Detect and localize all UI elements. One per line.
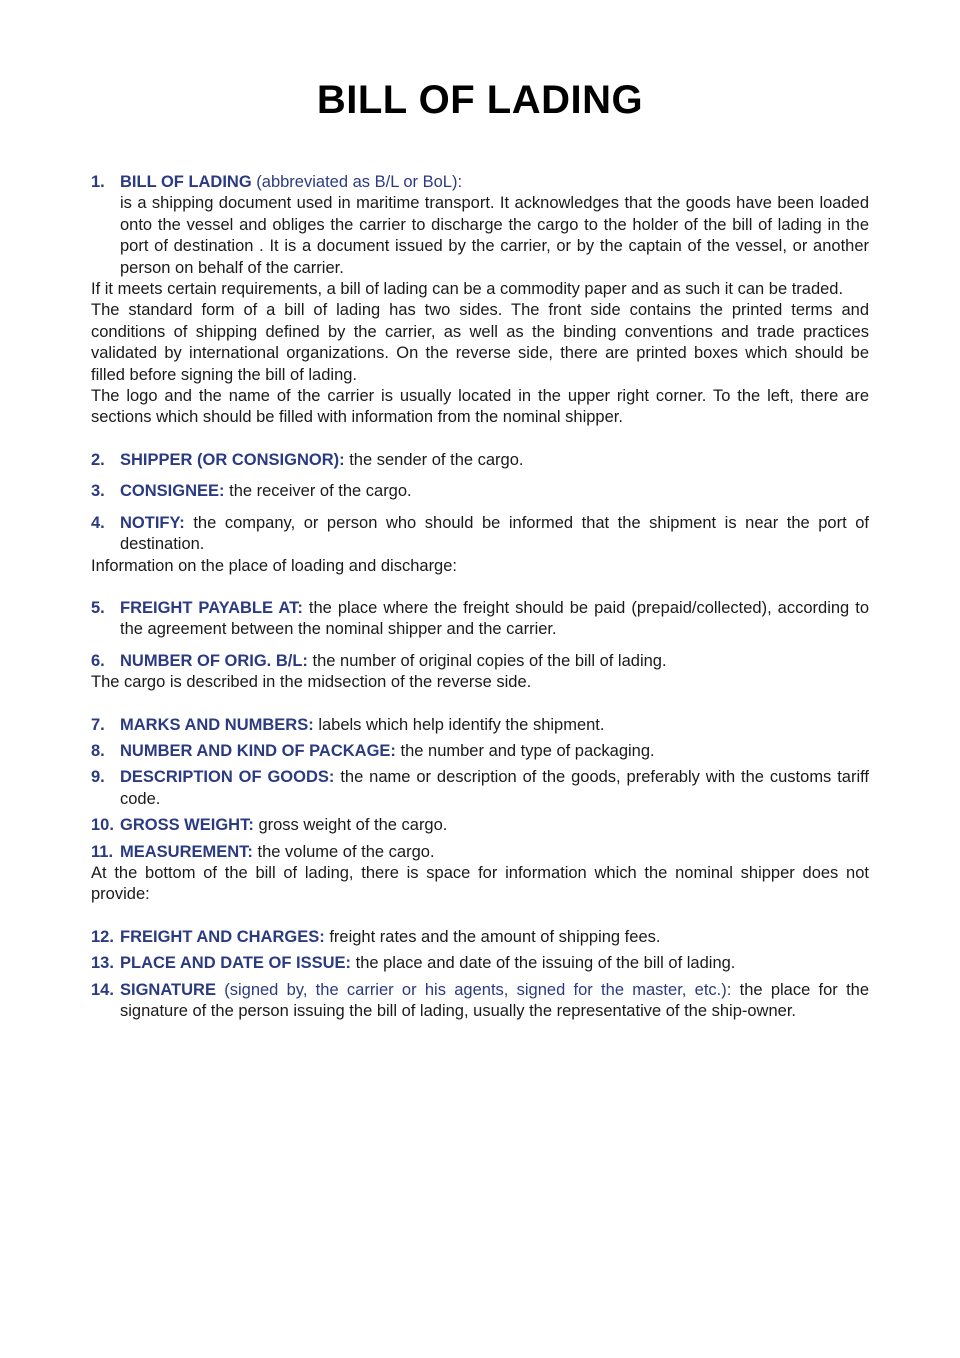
item-term: NUMBER OF ORIG. B/L: xyxy=(120,651,308,670)
item-number: 6. xyxy=(91,651,105,670)
list-item-notify xyxy=(91,513,869,556)
item-description: the number of original copies of the bill of lading. xyxy=(312,651,667,670)
item-term: FREIGHT PAYABLE AT: xyxy=(120,598,303,617)
item-description: is a shipping document used in maritime transport. It acknowledges that the goods have been loaded onto the vessel and obliges the carrier to discharge the cargo to the holder of the bill of lading in the port of destination . It is a document issued by the carrier, or by the captain of the vessel, or another person on behalf of the carrier. xyxy=(120,194,869,277)
item-number: 1. xyxy=(91,173,105,191)
list-item-measurement xyxy=(91,842,869,863)
list-item-description-goods xyxy=(91,767,869,810)
list-item-consignee xyxy=(91,481,869,502)
item-number: 2. xyxy=(91,450,105,469)
item-term: CONSIGNEE: xyxy=(120,482,225,501)
item-number: 12. xyxy=(91,927,114,946)
item-description: the receiver of the cargo. xyxy=(229,482,412,501)
item-number: 3. xyxy=(91,482,105,501)
item-number: 9. xyxy=(91,768,105,787)
item-number: 5. xyxy=(91,598,105,617)
paragraph-commodity-paper: If it meets certain requirements, a bill of lading can be a commodity paper and as such it can be traded. xyxy=(91,280,844,299)
item-description: the number and type of packaging. xyxy=(400,741,655,760)
list-item-gross-weight xyxy=(91,815,869,836)
item-number: 13. xyxy=(91,954,114,973)
item-number: 14. xyxy=(91,980,114,999)
document-title: BILL OF LADING xyxy=(316,78,644,122)
item-body xyxy=(120,172,869,279)
item-term: MEASUREMENT: xyxy=(120,842,253,861)
item-term: PLACE AND DATE OF ISSUE: xyxy=(120,954,352,973)
item-description: the place and date of the issuing of the bill of lading. xyxy=(355,954,736,973)
list-item-bill-of-lading xyxy=(91,172,869,279)
item-qualifier: (signed by, the carrier or his agents, signed for the master, etc.): xyxy=(224,980,732,999)
item-number: 4. xyxy=(91,513,105,532)
item-term: FREIGHT AND CHARGES: xyxy=(120,927,325,946)
list-item-freight-payable xyxy=(91,598,869,641)
item-term: NOTIFY: xyxy=(120,513,185,532)
item-description: the company, or person who should be informed that the shipment is near the port of destination. xyxy=(120,513,869,554)
item-term: SHIPPER (OR CONSIGNOR): xyxy=(120,450,345,469)
item-description: freight rates and the amount of shipping fees. xyxy=(329,927,661,946)
document-content xyxy=(91,172,869,1022)
list-item-place-date-issue xyxy=(91,953,869,974)
item-number: 8. xyxy=(91,741,105,760)
list-item-marks-numbers xyxy=(91,715,869,736)
paragraph-bottom-info: At the bottom of the bill of lading, there is space for information which the nominal shipper does not provide: xyxy=(91,863,869,904)
list-item-freight-charges xyxy=(91,927,869,948)
list-item-shipper xyxy=(91,450,869,471)
list-item-signature xyxy=(91,980,869,1023)
paragraph-loading-discharge: Information on the place of loading and discharge: xyxy=(91,556,457,575)
item-term: NUMBER AND KIND OF PACKAGE: xyxy=(120,741,396,760)
item-number: 11. xyxy=(91,842,114,861)
item-description: gross weight of the cargo. xyxy=(258,816,448,835)
paragraph-cargo-midsection: The cargo is described in the midsection of the reverse side. xyxy=(91,673,532,692)
item-term: DESCRIPTION OF GOODS: xyxy=(120,768,335,787)
item-term: SIGNATURE xyxy=(120,980,216,999)
item-description: the name or description of the goods, preferably with the customs tariff code. xyxy=(120,768,870,808)
item-term: MARKS AND NUMBERS: xyxy=(120,715,314,734)
item-description: the place where the freight should be paid (prepaid/collected), according to the agreement between the nominal shipper and the carrier. xyxy=(120,598,870,639)
item-number: 10. xyxy=(91,816,114,835)
list-item-package xyxy=(91,741,869,762)
item-abbreviation: (abbreviated as B/L or BoL): xyxy=(256,173,463,191)
item-description: the sender of the cargo. xyxy=(349,450,524,469)
paragraph-standard-form: The standard form of a bill of lading has two sides. The front side contains the printed terms and conditions of shipping defined by the carrier, as well as the binding conventions and trade practices validated by international organizations. On the reverse side, there are printed boxes which should be filled before signing the bill of lading. xyxy=(91,301,869,384)
list-item-number-orig-bl xyxy=(91,651,869,672)
item-description: the place for the signature of the person issuing the bill of lading, usually the representative of the ship-owner. xyxy=(120,980,870,1020)
item-number: 7. xyxy=(91,715,105,734)
item-term: BILL OF LADING xyxy=(120,173,252,191)
paragraph-logo-carrier: The logo and the name of the carrier is usually located in the upper right corner. To the left, there are sections which should be filled with information from the nominal shipper. xyxy=(91,387,869,427)
item-description: the volume of the cargo. xyxy=(257,842,435,861)
item-term: GROSS WEIGHT: xyxy=(120,816,254,835)
item-description: labels which help identify the shipment. xyxy=(318,715,605,734)
